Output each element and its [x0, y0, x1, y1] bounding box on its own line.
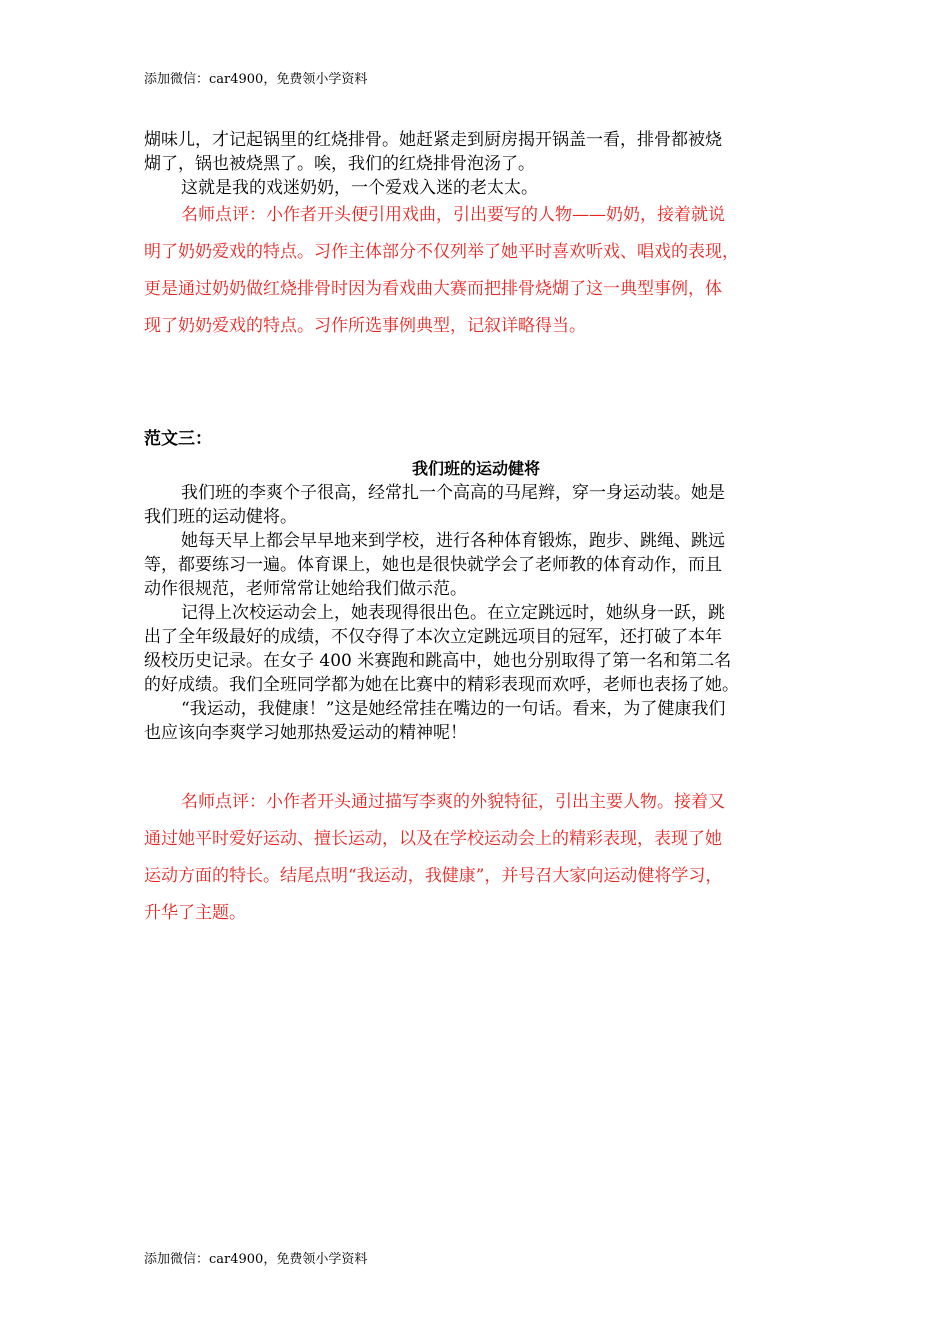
essay3-body — [144, 481, 808, 745]
section-label: 范文三： — [144, 429, 212, 449]
paragraph-line: 这就是我的戏迷奶奶，一个爱戏入迷的老太太。 — [181, 178, 538, 198]
paragraph-line: 煳味儿，才记起锅里的红烧排骨。她赶紧走到厨房揭开锅盖一看，排骨都被烧 — [144, 130, 722, 150]
paragraph-line: “我运动，我健康！”这是她经常挂在嘴边的一句话。看来，为了健康我们 — [181, 699, 726, 719]
paragraph-line: 的好成绩。我们全班同学都为她在比赛中的精彩表现而欢呼，老师也表扬了她。 — [144, 675, 739, 695]
essay3-teacher-comment — [144, 790, 808, 938]
paragraph-line: 也应该向李爽学习她那热爱运动的精神呢！ — [144, 723, 467, 743]
comment-line: 通过她平时爱好运动、擅长运动，以及在学校运动会上的精彩表现，表现了她 — [144, 829, 722, 849]
paragraph-line: 级校历史记录。在女子 400 米赛跑和跳高中，她也分别取得了第一名和第二名 — [144, 651, 732, 671]
paragraph-line: 等，都要练习一遍。体育课上，她也是很快就学会了老师教的体育动作，而且 — [144, 555, 722, 575]
comment-line: 名师点评：小作者开头通过描写李爽的外貌特征，引出主要人物。接着又 — [181, 792, 725, 812]
paragraph-line: 她每天早上都会早早地来到学校，进行各种体育锻炼，跑步、跳绳、跳远 — [181, 531, 725, 551]
paragraph-line: 出了全年级最好的成绩，不仅夺得了本次立定跳远项目的冠军，还打破了本年 — [144, 627, 722, 647]
comment-line: 运动方面的特长。结尾点明“我运动，我健康”，并号召大家向运动健将学习， — [144, 866, 723, 886]
essay2-teacher-comment — [144, 203, 808, 351]
comment-line: 升华了主题。 — [144, 903, 246, 923]
paragraph-line: 记得上次校运动会上，她表现得很出色。在立定跳远时，她纵身一跃，跳 — [181, 603, 725, 623]
essay-title: 我们班的运动健将 — [411, 459, 540, 478]
page-footer: 添加微信：car4900，免费领小学资料 — [144, 1252, 368, 1267]
page-header: 添加微信：car4900，免费领小学资料 — [144, 72, 368, 87]
paragraph-line: 煳了，锅也被烧黑了。唉，我们的红烧排骨泡汤了。 — [144, 154, 535, 174]
paragraph-line: 动作很规范，老师常常让她给我们做示范。 — [144, 579, 467, 599]
paragraph-line: 我们班的李爽个子很高，经常扎一个高高的马尾辫，穿一身运动装。她是 — [181, 483, 725, 503]
paragraph-line: 我们班的运动健将。 — [144, 507, 297, 527]
essay2-tail — [144, 128, 808, 200]
comment-line: 现了奶奶爱戏的特点。习作所选事例典型，记叙详略得当。 — [144, 316, 586, 336]
comment-line: 名师点评：小作者开头便引用戏曲，引出要写的人物——奶奶，接着就说 — [181, 205, 725, 225]
comment-line: 明了奶奶爱戏的特点。习作主体部分不仅列举了她平时喜欢听戏、唱戏的表现， — [144, 242, 739, 262]
comment-line: 更是通过奶奶做红烧排骨时因为看戏曲大赛而把排骨烧煳了这一典型事例，体 — [144, 279, 722, 299]
